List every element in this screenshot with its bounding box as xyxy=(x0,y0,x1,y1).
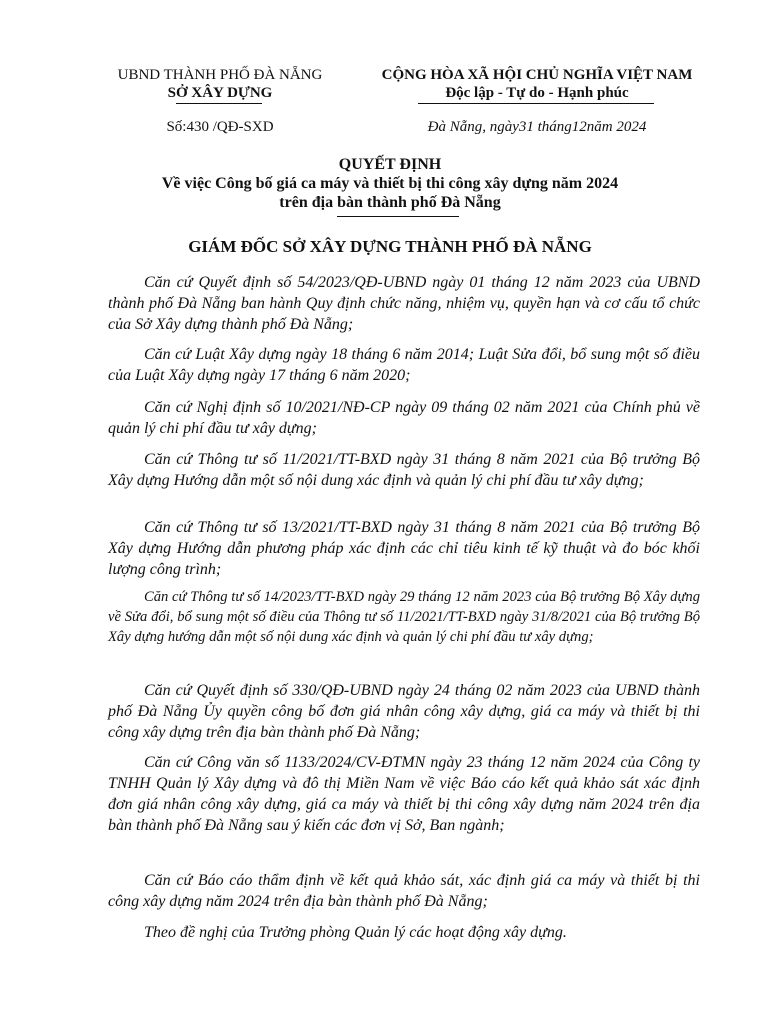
document-subject-line1: Về việc Công bố giá ca máy và thiết bị thi công xây dựng năm 2024 xyxy=(161,175,619,192)
country-name: CỘNG HÒA XÃ HỘI CHỦ NGHĨA VIỆT NAM xyxy=(381,67,693,83)
paragraph-5: Căn cứ Thông tư số 13/2021/TT-BXD ngày 31 tháng 8 năm 2021 của Bộ trưởng Bộ Xây dựng Hướng dẫn phương pháp xác định các chỉ tiêu kinh tế kỹ thuật và đo bóc khối lượng công trình; xyxy=(108,519,700,578)
paragraph-10: Theo đề nghị của Trưởng phòng Quản lý các hoạt động xây dựng. xyxy=(144,924,567,941)
document-type: QUYẾT ĐỊNH xyxy=(338,156,442,173)
paragraph-7: Căn cứ Quyết định số 330/QĐ-UBND ngày 24 tháng 02 năm 2023 của UBND thành phố Đà Nẵng Ủy quyền công bố đơn giá nhân công xây dựng, giá ca máy và thiết bị thi công xây dựng trên địa bàn thành phố Đà Nẵng; xyxy=(108,682,700,741)
document-subject-line2: trên địa bàn thành phố Đà Nẵng xyxy=(279,194,501,211)
issuing-authority: UBND THÀNH PHỐ ĐÀ NẴNG xyxy=(117,67,323,83)
paragraph-9: Căn cứ Báo cáo thẩm định về kết quả khảo sát, xác định giá ca máy và thiết bị thi công xây dựng năm 2024 trên địa bàn thành phố Đà Nẵng; xyxy=(108,872,700,910)
paragraph-8: Căn cứ Công văn số 1133/2024/CV-ĐTMN ngày 23 tháng 12 năm 2024 của Công ty TNHH Quản lý Xây dựng và đô thị Miền Nam về việc Báo cáo kết quả khảo sát xác định đơn giá nhân công xây dựng, giá ca máy và thiết bị thi công xây dựng năm 2024 trên địa bàn thành phố Đà Nẵng sau ý kiến các đơn vị Sở, Ban ngành; xyxy=(108,754,700,834)
department-underline xyxy=(176,103,262,104)
paragraph-2: Căn cứ Luật Xây dựng ngày 18 tháng 6 năm 2014; Luật Sửa đổi, bổ sung một số điều của Luật Xây dựng ngày 17 tháng 6 năm 2020; xyxy=(108,346,700,384)
paragraph-1: Căn cứ Quyết định số 54/2023/QĐ-UBND ngày 01 tháng 12 năm 2023 của UBND thành phố Đà Nẵng ban hành Quy định chức năng, nhiệm vụ, quyền hạn và cơ cấu tổ chức của Sở Xây dựng thành phố Đà Nẵng; xyxy=(108,274,700,333)
motto-underline xyxy=(418,103,654,104)
paragraph-6: Căn cứ Thông tư số 14/2023/TT-BXD ngày 29 tháng 12 năm 2023 của Bộ trưởng Bộ Xây dựng về Sửa đổi, bổ sung một số điều của Thông tư số 11/2021/TT-BXD ngày 31/8/2021 của Bộ trưởng Bộ Xây dựng hướng dẫn một số nội dung xác định và quản lý chi phí đầu tư xây dựng; xyxy=(108,589,700,645)
department-name: SỞ XÂY DỰNG xyxy=(167,85,273,101)
document-number: Số:430 /QĐ-SXD xyxy=(166,119,274,135)
issue-date: Đà Nẵng, ngày31 tháng12năm 2024 xyxy=(427,119,647,135)
issuer-heading: GIÁM ĐỐC SỞ XÂY DỰNG THÀNH PHỐ ĐÀ NẴNG xyxy=(188,237,592,256)
title-underline xyxy=(337,216,459,217)
paragraph-4: Căn cứ Thông tư số 11/2021/TT-BXD ngày 31 tháng 8 năm 2021 của Bộ trưởng Bộ Xây dựng Hướng dẫn một số nội dung xác định và quản lý chi phí đầu tư xây dựng; xyxy=(108,451,700,489)
paragraph-3: Căn cứ Nghị định số 10/2021/NĐ-CP ngày 09 tháng 02 năm 2021 của Chính phủ về quản lý chi phí đầu tư xây dựng; xyxy=(108,399,700,437)
national-motto: Độc lập - Tự do - Hạnh phúc xyxy=(445,85,629,101)
